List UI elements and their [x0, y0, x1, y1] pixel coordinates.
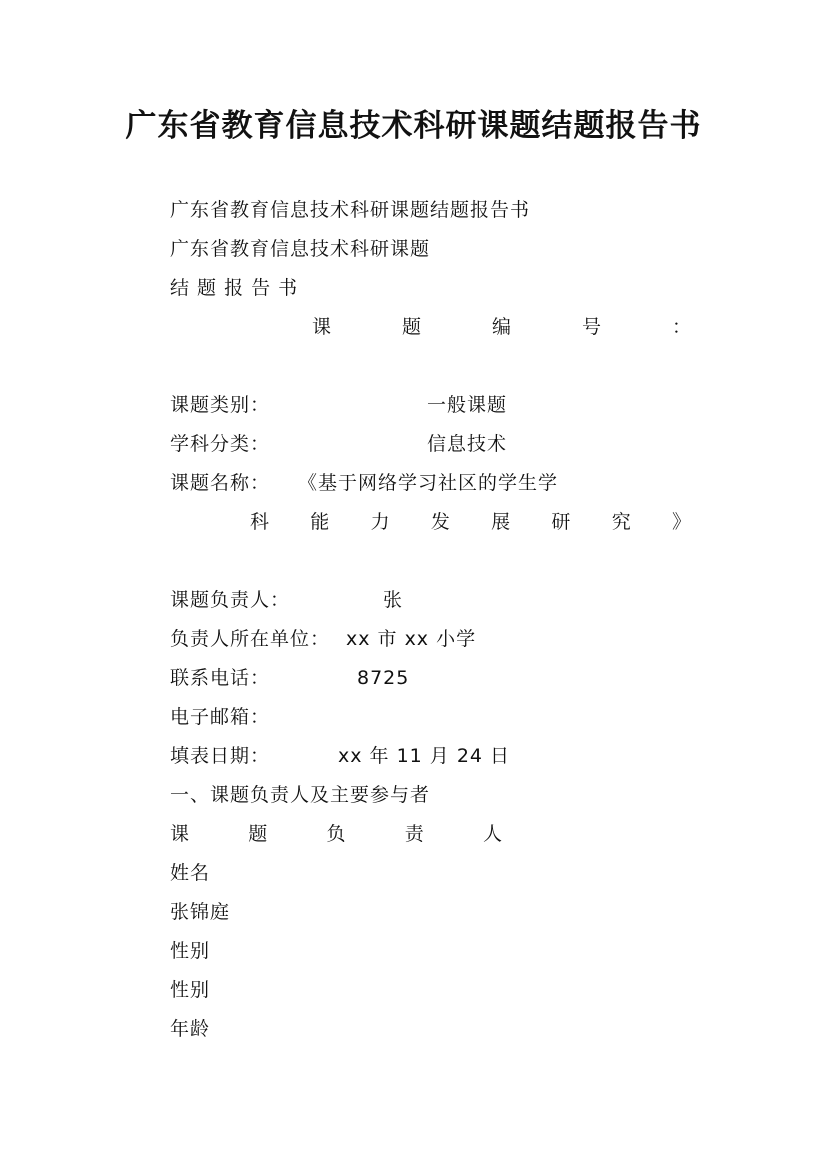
age-label: 年龄	[170, 1018, 211, 1040]
project-name-value-line1: 《基于网络学习社区的学生学	[298, 472, 559, 494]
subject-label: 学科分类：	[170, 433, 271, 455]
phone-value: 8725	[357, 667, 410, 689]
project-name-label: 课题名称：	[170, 472, 271, 494]
project-name-char: 科	[250, 511, 271, 533]
project-name-value-line2	[250, 510, 692, 534]
project-name-char: 展	[491, 511, 512, 533]
project-name-char: 研	[551, 511, 572, 533]
gender-label: 性别	[170, 940, 211, 962]
date-value: xx 年 11 月 24 日	[338, 745, 511, 767]
leader-value: 张	[383, 589, 404, 611]
topic-number-char: ：	[671, 316, 692, 338]
project-name-char: 》	[671, 511, 692, 533]
date-label: 填表日期：	[170, 745, 271, 767]
project-name-char: 究	[611, 511, 632, 533]
category-label: 课题类别：	[170, 394, 271, 416]
phone-label: 联系电话：	[170, 667, 271, 689]
leader-heading-char: 负	[326, 823, 347, 845]
section-heading: 一、课题负责人及主要参与者	[170, 784, 431, 806]
document-title: 广东省教育信息技术科研课题结题报告书	[125, 108, 702, 144]
category-value: 一般课题	[427, 394, 508, 416]
project-name-line: 广东省教育信息技术科研课题	[170, 238, 431, 260]
subject-value: 信息技术	[427, 433, 508, 455]
report-subtitle-line: 结 题 报 告 书	[170, 277, 299, 299]
topic-number-char: 编	[491, 316, 512, 338]
leader-heading-char: 课	[170, 823, 191, 845]
unit-label: 负责人所在单位：	[170, 628, 331, 650]
leader-heading	[170, 822, 503, 846]
project-name-char: 发	[430, 511, 451, 533]
leader-heading-char: 题	[248, 823, 269, 845]
topic-number-char: 课	[312, 316, 333, 338]
person-name: 张锦庭	[170, 901, 231, 923]
topic-number-label	[312, 315, 692, 339]
project-name-char: 能	[310, 511, 331, 533]
topic-number-char: 号	[581, 316, 602, 338]
project-name-char: 力	[370, 511, 391, 533]
topic-number-char: 题	[401, 316, 422, 338]
email-label: 电子邮箱：	[170, 706, 271, 728]
unit-value: xx 市 xx 小学	[346, 628, 477, 650]
leader-heading-char: 人	[482, 823, 503, 845]
name-column-label: 姓名	[170, 862, 211, 884]
leader-label: 课题负责人：	[170, 589, 291, 611]
leader-heading-char: 责	[404, 823, 425, 845]
report-title-line: 广东省教育信息技术科研课题结题报告书	[170, 199, 531, 221]
gender-label: 性别	[170, 979, 211, 1001]
